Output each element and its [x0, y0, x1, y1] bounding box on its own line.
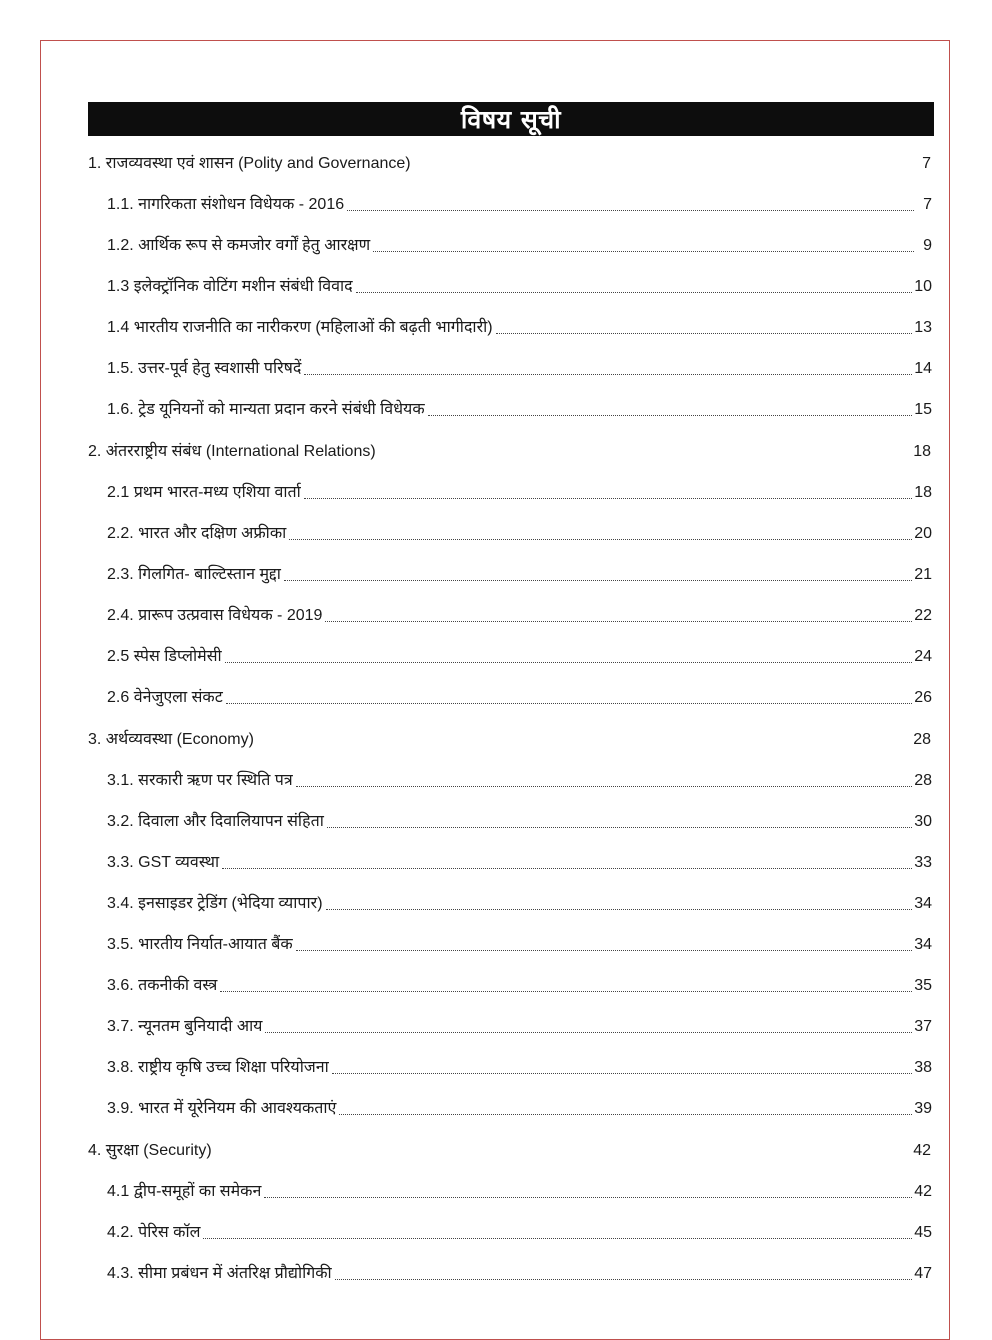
- toc-entry-3-8[interactable]: [107, 1054, 932, 1078]
- toc-entry-1-4[interactable]: [107, 314, 932, 338]
- toc-entry-label: 3.5. भारतीय निर्यात-आयात बैंक: [107, 936, 293, 953]
- toc-page-number: 38: [914, 1059, 932, 1076]
- toc-entry-label: 2.5 स्पेस डिप्लोमेसी: [107, 648, 222, 665]
- toc-title: विषय सूची: [460, 105, 562, 134]
- toc-page-number: 13: [914, 319, 932, 336]
- toc-page-number: 7: [923, 196, 932, 213]
- toc-entry-label: 2.1 प्रथम भारत-मध्य एशिया वार्ता: [107, 484, 301, 501]
- toc-section-label: 1. राजव्यवस्था एवं शासन (Polity and Governance): [88, 155, 411, 172]
- toc-page-number: 22: [914, 607, 932, 624]
- toc-entry-label: 3.7. न्यूनतम बुनियादी आय: [107, 1018, 263, 1035]
- toc-page-number: 28: [913, 731, 931, 748]
- dot-leader: [296, 785, 913, 787]
- toc-page-number: 28: [914, 772, 932, 789]
- toc-entry-2-1[interactable]: [107, 479, 932, 503]
- toc-entry-3-9[interactable]: [107, 1095, 932, 1119]
- dot-leader: [264, 1196, 912, 1198]
- toc-page-number: 33: [914, 854, 932, 871]
- toc-entry-1-2[interactable]: [107, 232, 932, 256]
- toc-page-number: 26: [914, 689, 932, 706]
- toc-entry-label: 2.3. गिलगित- बाल्टिस्तान मुद्दा: [107, 566, 281, 583]
- toc-page-number: 47: [914, 1265, 932, 1282]
- dot-leader: [226, 702, 912, 704]
- toc-entry-1-5[interactable]: [107, 355, 932, 379]
- toc-page-number: 34: [914, 895, 932, 912]
- toc-page-number: 20: [914, 525, 932, 542]
- toc-entry-3-3[interactable]: [107, 849, 932, 873]
- toc-entry-label: 3.2. दिवाला और दिवालियापन संहिता: [107, 813, 324, 830]
- toc-entry-2-6[interactable]: [107, 684, 932, 708]
- toc-page-number: 42: [914, 1183, 932, 1200]
- toc-page-number: 14: [914, 360, 932, 377]
- toc-entry-label: 3.3. GST व्यवस्था: [107, 854, 220, 871]
- toc-page-number: 21: [914, 566, 932, 583]
- toc-entry-label: 2.4. प्रारूप उत्प्रवास विधेयक - 2019: [107, 607, 323, 624]
- toc-page-number: 37: [914, 1018, 932, 1035]
- toc-section-label: 4. सुरक्षा (Security): [88, 1142, 212, 1159]
- toc-entry-label: 1.3 इलेक्ट्रॉनिक वोटिंग मशीन संबंधी विवाद: [107, 278, 353, 295]
- dot-leader: [496, 332, 913, 334]
- toc-section-label: 2. अंतरराष्ट्रीय संबंध (International Relations): [88, 443, 376, 460]
- toc-page-number: 42: [913, 1142, 931, 1159]
- toc-section-1[interactable]: [88, 150, 931, 174]
- toc-page-number: 9: [923, 237, 932, 254]
- toc-entry-label: 2.6 वेनेजुएला संकट: [107, 689, 223, 706]
- toc-entry-3-7[interactable]: [107, 1013, 932, 1037]
- toc-entry-4-2[interactable]: [107, 1219, 932, 1243]
- toc-page-number: 34: [914, 936, 932, 953]
- toc-entry-label: 1.5. उत्तर-पूर्व हेतु स्वशासी परिषदें: [107, 360, 302, 377]
- toc-page-number: 18: [914, 484, 932, 501]
- toc-page-number: 10: [914, 278, 932, 295]
- toc-section-4[interactable]: [88, 1137, 931, 1161]
- toc-page-number: 18: [913, 443, 931, 460]
- toc-entry-2-4[interactable]: [107, 602, 932, 626]
- toc-entry-2-5[interactable]: [107, 643, 932, 667]
- toc-page-number: 39: [914, 1100, 932, 1117]
- toc-entry-label: 1.4 भारतीय राजनीति का नारीकरण (महिलाओं की बढ़ती भागीदारी): [107, 319, 493, 336]
- dot-leader: [326, 908, 913, 910]
- toc-entry-label: 3.4. इनसाइडर ट्रेडिंग (भेदिया व्यापार): [107, 895, 323, 912]
- toc-entry-3-2[interactable]: [107, 808, 932, 832]
- toc-page-number: 7: [922, 155, 931, 172]
- toc-section-2[interactable]: [88, 438, 931, 462]
- dot-leader: [203, 1237, 912, 1239]
- dot-leader: [428, 414, 913, 416]
- dot-leader: [284, 579, 912, 581]
- toc-entry-3-6[interactable]: [107, 972, 932, 996]
- toc-entry-1-1[interactable]: [107, 191, 932, 215]
- toc-entry-3-1[interactable]: [107, 767, 932, 791]
- toc-page-number: 30: [914, 813, 932, 830]
- dot-leader: [332, 1072, 912, 1074]
- toc-section-label: 3. अर्थव्यवस्था (Economy): [88, 731, 254, 748]
- toc-entry-2-3[interactable]: [107, 561, 932, 585]
- dot-leader: [347, 209, 914, 211]
- toc-entry-label: 4.3. सीमा प्रबंधन में अंतरिक्ष प्रौद्योगिकी: [107, 1265, 332, 1282]
- dot-leader: [220, 990, 912, 992]
- dot-leader: [335, 1278, 913, 1280]
- dot-leader: [225, 661, 913, 663]
- toc-entry-label: 4.1 द्वीप-समूहों का समेकन: [107, 1183, 262, 1200]
- toc-entry-label: 4.2. पेरिस कॉल: [107, 1224, 201, 1241]
- toc-page-number: 45: [914, 1224, 932, 1241]
- dot-leader: [373, 250, 914, 252]
- toc-entry-2-2[interactable]: [107, 520, 932, 544]
- toc-entry-label: 3.9. भारत में यूरेनियम की आवश्यकताएं: [107, 1100, 337, 1117]
- toc-entry-label: 1.6. ट्रेड यूनियनों को मान्यता प्रदान करने संबंधी विधेयक: [107, 401, 425, 418]
- toc-entry-label: 1.1. नागरिकता संशोधन विधेयक - 2016: [107, 196, 345, 213]
- dot-leader: [304, 373, 912, 375]
- toc-entry-label: 1.2. आर्थिक रूप से कमजोर वर्गों हेतु आरक्षण: [107, 237, 371, 254]
- dot-leader: [304, 497, 912, 499]
- toc-entry-4-3[interactable]: [107, 1260, 932, 1284]
- dot-leader: [265, 1031, 912, 1033]
- dot-leader: [222, 867, 912, 869]
- toc-entry-1-6[interactable]: [107, 396, 932, 420]
- dot-leader: [325, 620, 912, 622]
- toc-entry-4-1[interactable]: [107, 1178, 932, 1202]
- dot-leader: [339, 1113, 912, 1115]
- toc-page-number: 24: [914, 648, 932, 665]
- toc-page-number: 35: [914, 977, 932, 994]
- toc-entry-label: 3.1. सरकारी ऋण पर स्थिति पत्र: [107, 772, 293, 789]
- toc-entry-label: 3.6. तकनीकी वस्त्र: [107, 977, 218, 994]
- dot-leader: [296, 949, 912, 951]
- dot-leader: [289, 538, 912, 540]
- toc-section-3[interactable]: [88, 726, 931, 750]
- toc-page-number: 15: [914, 401, 932, 418]
- toc-entry-3-4[interactable]: [107, 890, 932, 914]
- dot-leader: [327, 826, 912, 828]
- toc-entry-3-5[interactable]: [107, 931, 932, 955]
- toc-entry-label: 3.8. राष्ट्रीय कृषि उच्च शिक्षा परियोजना: [107, 1059, 329, 1076]
- dot-leader: [356, 291, 913, 293]
- toc-entry-1-3[interactable]: [107, 273, 932, 297]
- toc-entry-label: 2.2. भारत और दक्षिण अफ्रीका: [107, 525, 287, 542]
